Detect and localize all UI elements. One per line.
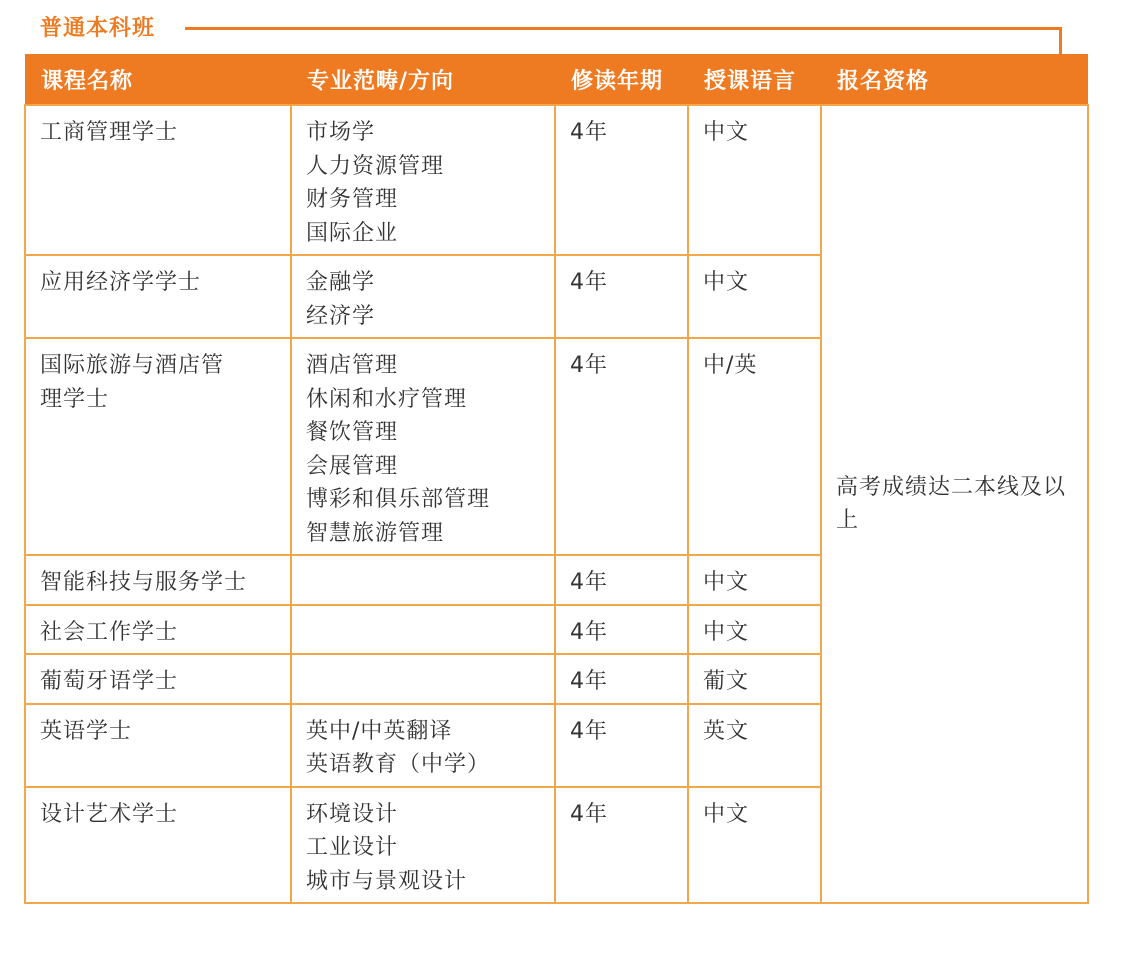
header-program-name: 课程名称	[25, 54, 291, 105]
specialization-item: 餐饮管理	[306, 420, 399, 445]
program-name-cell	[25, 605, 291, 655]
specialization-item: 市场学	[306, 120, 376, 145]
programs-table	[24, 54, 1089, 904]
program-name: 智能科技与服务学士	[40, 570, 248, 595]
duration-cell: 4年	[555, 654, 688, 704]
program-name-cell	[25, 338, 291, 555]
duration-cell: 4年	[555, 605, 688, 655]
specialization-item: 经济学	[306, 303, 376, 329]
language-cell: 中文	[688, 105, 821, 255]
program-name: 工商管理学士	[40, 120, 179, 145]
header-specialization: 专业范畴/方向	[291, 54, 555, 105]
language-cell: 中文	[688, 605, 821, 655]
header-admission: 报名资格	[821, 54, 1088, 105]
program-name-cell	[25, 105, 291, 255]
admission-requirement: 高考成绩达二本线及以上	[836, 474, 1067, 533]
program-name-cell	[25, 654, 291, 704]
program-name: 社会工作学士	[40, 619, 179, 645]
specialization-item: 酒店管理	[306, 353, 399, 378]
program-name-cell	[25, 704, 291, 787]
language-cell: 中文	[688, 787, 821, 904]
specialization-item: 环境设计	[306, 801, 399, 827]
admission-cell	[821, 105, 1088, 903]
title-rule	[185, 27, 1061, 30]
duration-cell: 4年	[555, 105, 688, 255]
header-duration: 修读年期	[555, 54, 688, 105]
program-name-cell	[25, 555, 291, 605]
section-title: 普通本科班	[40, 16, 156, 41]
specialization-item: 金融学	[306, 270, 376, 295]
program-name: 葡萄牙语学士	[40, 669, 179, 694]
program-name: 英语学士	[40, 718, 133, 744]
language-cell: 葡文	[688, 654, 821, 704]
specialization-item: 财务管理	[306, 187, 399, 212]
language-cell: 中文	[688, 555, 821, 605]
language-cell: 英文	[688, 704, 821, 787]
language-cell: 中文	[688, 255, 821, 338]
specialization-cell	[291, 338, 555, 555]
program-name-cell	[25, 255, 291, 338]
specialization-item: 人力资源管理	[306, 153, 445, 179]
specialization-item: 智慧旅游管理	[306, 520, 445, 546]
duration-cell: 4年	[555, 787, 688, 904]
specialization-item: 英语教育（中学）	[306, 752, 491, 777]
language-cell: 中/英	[688, 338, 821, 555]
specialization-cell	[291, 105, 555, 255]
specialization-item: 休闲和水疗管理	[306, 386, 468, 412]
duration-cell: 4年	[555, 255, 688, 338]
specialization-item: 城市与景观设计	[306, 868, 468, 894]
specialization-cell	[291, 555, 555, 605]
specialization-item: 博彩和俱乐部管理	[306, 487, 491, 512]
specialization-cell	[291, 704, 555, 787]
specialization-item: 国际企业	[306, 220, 399, 246]
program-name: 国际旅游与酒店管理学士	[40, 353, 225, 412]
program-name: 应用经济学学士	[40, 270, 202, 295]
title-rule-end	[1059, 27, 1062, 54]
header-language: 授课语言	[688, 54, 821, 105]
duration-cell: 4年	[555, 555, 688, 605]
specialization-item: 英中/中英翻译	[306, 718, 453, 744]
program-name-cell	[25, 787, 291, 904]
duration-cell: 4年	[555, 338, 688, 555]
table-row	[25, 105, 1088, 255]
program-name: 设计艺术学士	[40, 801, 179, 827]
specialization-cell	[291, 787, 555, 904]
duration-cell: 4年	[555, 704, 688, 787]
specialization-item: 会展管理	[306, 453, 399, 479]
specialization-cell	[291, 605, 555, 655]
table-header-row	[25, 54, 1088, 105]
specialization-item: 工业设计	[306, 835, 399, 860]
specialization-cell	[291, 255, 555, 338]
specialization-cell	[291, 654, 555, 704]
